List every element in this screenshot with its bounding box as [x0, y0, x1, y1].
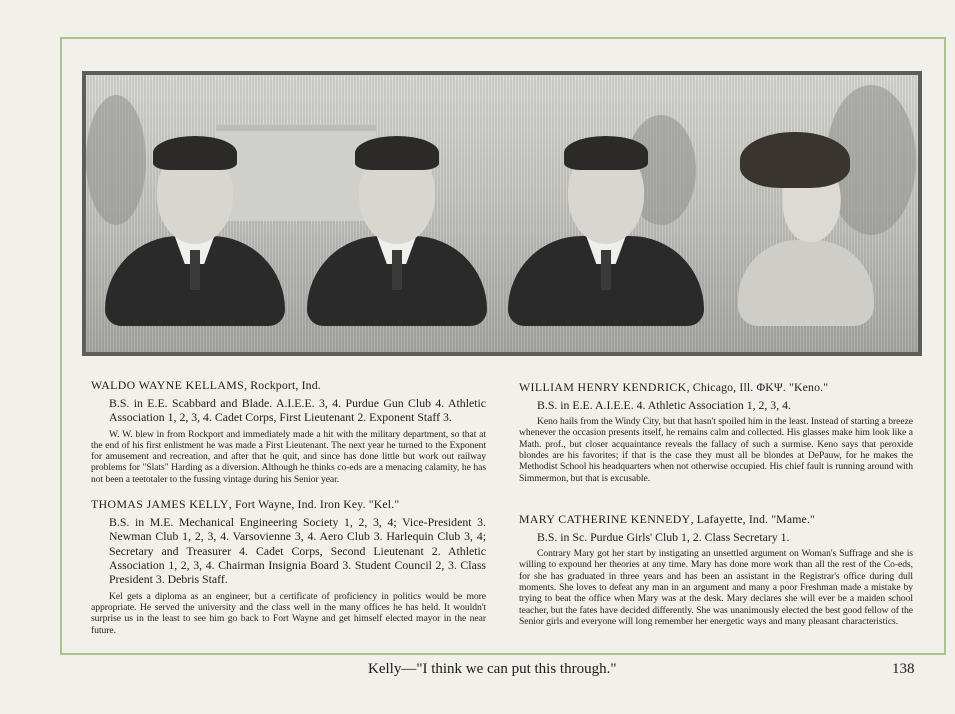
entry-kennedy	[519, 512, 913, 627]
entry-meta: , Lafayette, Ind. "Mame."	[690, 512, 815, 526]
portrait-kennedy	[726, 75, 886, 352]
portrait-kelly	[304, 75, 489, 352]
entry-kelly	[91, 497, 486, 636]
entry-name: MARY CATHERINE KENNEDY	[519, 512, 691, 526]
portrait-kellams	[102, 75, 287, 352]
entry-name: WILLIAM HENRY KENDRICK	[519, 380, 687, 394]
entry-story: Kel gets a diploma as an engineer, but a certificate of proficiency in politics would be more appropriate. He served the university and the class well in the many offices he has held. It wouldn't surprise us in the least to see him go back to Fort Wayne and get himself elected mayor in the near future.	[91, 590, 486, 636]
right-column	[519, 380, 913, 627]
entry-meta: , Rockport, Ind.	[244, 378, 321, 392]
entry-record: B.S. in M.E. Mechanical Engineering Society 1, 2, 3, 4; Vice-President 3. Newman Club 1, 2, 3, 4. Varsovienne 3, 4. Aero Club 3. Harlequin Club 3, 4; Secretary and Treasurer 4. Cadet Corps, Second Lieutenant 2. Athletic Association 1, 2, 3, 4. Chairman Insignia Board 3. Student Council 2, 3. Class President 3. Debris Staff.	[109, 514, 486, 587]
left-column	[91, 378, 486, 636]
entry-meta: , Chicago, Ill. ΦΚΨ. "Keno."	[686, 380, 829, 394]
entry-story: Keno hails from the Windy City, but that hasn't spoiled him in the least. Instead of starting a breeze whenever the occasion presents itself, he remains calm and collected. His glasses make him look like a Math. prof., but closer acquaintance reveals the fallacy of such a surmise. Keno says that peroxide blondes are his favorites; if that is the case they must all be blondes at DePauw, for he makes the Methodist School his headquarters when not otherwise occupied. His chief fault is running around with Simmermon, but that is excusable.	[519, 416, 913, 484]
entry-name: WALDO WAYNE KELLAMS	[91, 378, 245, 392]
photo-caption: Kelly—"I think we can put this through."	[368, 661, 617, 677]
entry-story: Contrary Mary got her start by instigating an unsettled argument on Woman's Suffrage and she is willing to expound her theories at any time. Mary has done more work than all the rest of the Co-eds, for she has graduated in three years and has been an assistant in the Registrar's office during dull moments. She loves to defeat any man in an argument and many a poor Freshman made a mistake by trying to beat the office when Mary was at the desk. Mary declares she will ever be a maiden school teacher, but the fates have decided differently. She was unanimously elected the best good fellow of the Senior girls and everyone will long remember her energetic ways and many pleasant characteristics.	[519, 548, 913, 627]
entry-record: B.S. in Sc. Purdue Girls' Club 1, 2. Class Secretary 1.	[537, 529, 790, 544]
entry-story: W. W. blew in from Rockport and immediately made a hit with the military department, so that at the end of his first enlistment he was made a First Lieutenant. The next year he turned to the Exponent for amusement and recreation, and after that he quit, and since has done little but work out railway problems for "Slats" Harding as a diversion. Although he thinks co-eds are a menacing calamity, he has not been a teetotaler to the fussing vintage during his Senior year.	[91, 428, 486, 485]
page-number: 138	[892, 661, 915, 677]
entry-meta: , Fort Wayne, Ind. Iron Key. "Kel."	[228, 497, 400, 512]
entry-kendrick	[519, 380, 913, 484]
entry-record: B.S. in E.E. Scabbard and Blade. A.I.E.E. 3, 4. Purdue Gun Club 4. Athletic Association 1, 2, 3, 4. Cadet Corps, First Lieutenant 2. Exponent Staff 3.	[109, 395, 486, 425]
entry-kellams	[91, 378, 486, 485]
entry-record: B.S. in E.E. A.I.E.E. 4. Athletic Association 1, 2, 3, 4.	[537, 397, 791, 412]
photo-strip	[82, 71, 922, 356]
portrait-kendrick	[506, 75, 706, 352]
entry-name: THOMAS JAMES KELLY	[91, 497, 229, 512]
